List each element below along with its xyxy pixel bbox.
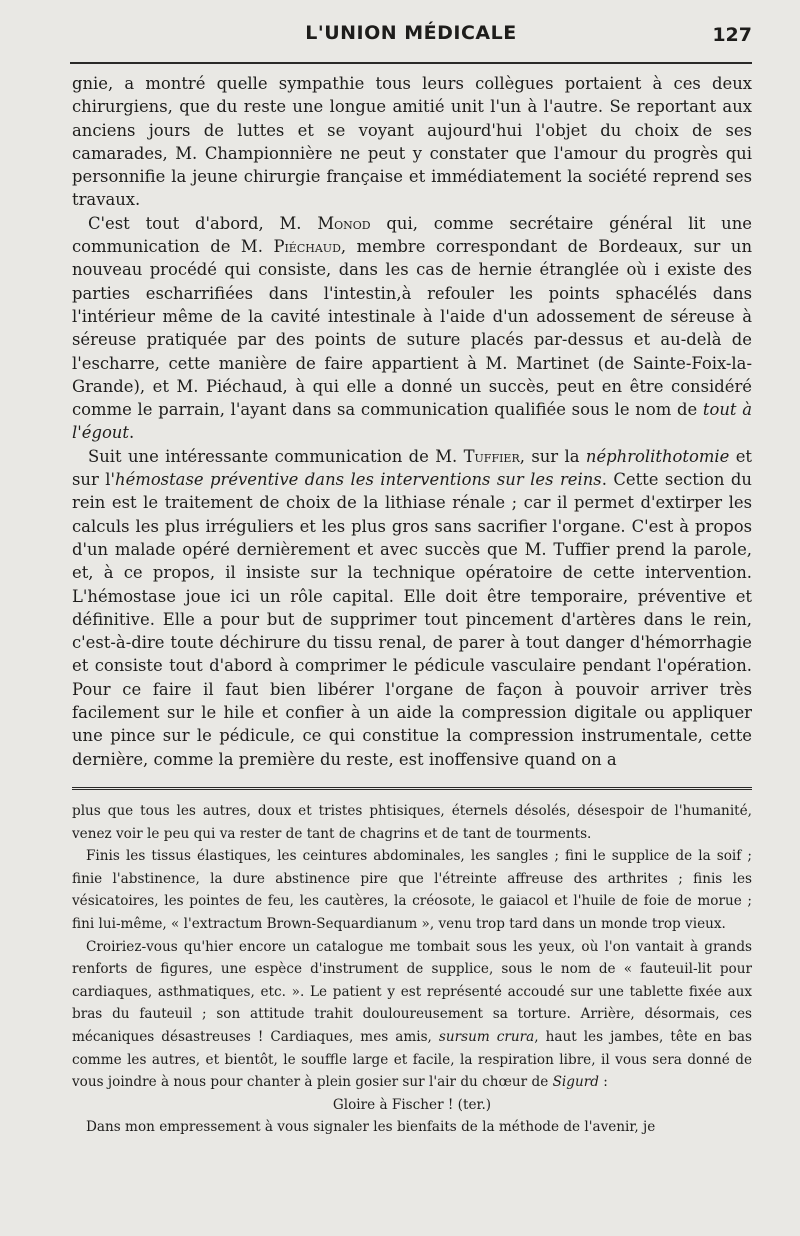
- p2-text-b: qui, comme secrétaire général lit une communication de M.: [72, 213, 752, 257]
- note-paragraph-1: plus que tous les autres, doux et tristes phtisiques, éternels désolés, désespoir de l'humanité, venez voir le peu qui va rester de tant de chagrins et de tant de tourments.: [72, 803, 752, 842]
- p2-text-end: .: [128, 423, 135, 443]
- page-number: 127: [712, 24, 752, 46]
- term-nephrolithotomie: néphrolithotomie: [585, 446, 730, 466]
- term-sigurd: Sigurd: [552, 1074, 599, 1091]
- n3-text-c: :: [598, 1074, 608, 1091]
- note-paragraph-3: [72, 936, 752, 1094]
- note-paragraph-2: Finis les tissus élastiques, les ceintures abdominales, les sangles ; fini le supplice de la soif ; finie l'abstinence, la dure abstinence pire que l'étreinte affreuse des arthrites ; finis les vésicatoires, les pointes de feu, les cautères, la créosote, le gaiacol et l'huile de foie de morue ; fini lui-même, « l'extractum Brown-Sequardianum », venu trop tard dans un monde trop vieux.: [72, 848, 752, 932]
- name-tuffier: Tuffier: [463, 446, 520, 466]
- page-header: [70, 18, 752, 58]
- paragraph-1: gnie, a montré quelle sympathie tous leurs collègues portaient à ces deux chirurgiens, que du reste une longue amitié unit l'un à l'autre. Se reportant aux anciens jours de luttes et se voyant aujourd'hui l'objet du choix de ses camarades, M. Championnière ne peut y constater que l'amour du progrès qui personnifie la jeune chirurgie française et immédiatement la société reprend ses travaux.: [72, 74, 752, 210]
- footnote-rule: [72, 787, 752, 793]
- paragraph-2: [72, 212, 752, 445]
- p3-text-d: . Cette section du rein est le traitement de choix de la lithiase rénale ; car il permet d'extirper les calculs les plus irréguliers et les plus gros sans sacrifier l'organe. C'est à propos d'un malade opéré dernièrement et avec succès que M. Tuffier prend la parole, et, à ce propos, il insiste sur la technique opératoire de cette intervention. L'hémostase joue ici un rôle capital. Elle doit être temporaire, préventive et définitive. Elle a pour but de supprimer tout pincement d'artères dans le rein, c'est-à-dire toute déchirure du tissu renal, de parer à tout danger d'hémorrhagie et consiste tout d'abord à comprimer le pédicule vasculaire pendant l'opération. Pour ce faire il faut bien libérer l'organe de façon à pouvoir arriver très facilement sur le hile et confier à un aide la compression digitale ou appliquer une pince sur le pédicule, ce qui constitue la compression instrumentale, cette dernière, comme la première du reste, est inoffensive quand on a: [72, 470, 752, 769]
- paragraph-3: [72, 445, 752, 771]
- term-hemostase: hémostase préventive dans les interventions sur les reins: [115, 470, 602, 490]
- note-verse: Gloire à Fischer ! (ter.): [332, 1096, 492, 1113]
- p3-text-c: et sur l': [72, 446, 753, 490]
- footnote-text: [72, 800, 752, 1139]
- p2-text-c: , membre correspondant de Bordeaux, sur un nouveau procédé qui consiste, dans les cas de hernie étranglée où i existe des parties escharrifiées dans l'intestin,à refouler les points sphacélés dans l'intérieur même de la cavité intestinale à l'aide d'un adossement de séreuse à séreuse pratiquée par des points de suture placés par-dessus et au-delà de l'escharre, cette manière de faire appartient à M. Martinet (de Sainte-Foix-la-Grande), et M. Piéchaud, à qui elle a donné un succès, peut en être considéré comme le parrain, l'ayant dans sa communication qualifiée sous le nom de: [72, 237, 752, 420]
- name-piechaud: Piéchaud: [273, 237, 341, 257]
- p2-text-a: C'est tout d'abord, M.: [88, 213, 318, 233]
- term-sursum-crura: sursum crura: [438, 1028, 535, 1045]
- note-paragraph-5: Dans mon empressement à vous signaler les bienfaits de la méthode de l'avenir, je: [86, 1119, 656, 1136]
- main-text: [72, 72, 752, 771]
- running-title: L'UNION MÉDICALE: [305, 22, 517, 44]
- n3-text-b: , haut les jambes, tête en bas comme les autres, et bientôt, le souffle large et facile, la respiration libre, il vous sera donné de vous joindre à nous pour chanter à plein gosier sur l'air du chœur de: [72, 1028, 752, 1091]
- n3-text-a: Croiriez-vous qu'hier encore un catalogue me tombait sous les yeux, où l'on vantait à grands renforts de figures, une espèce d'instrument de supplice, sous le nom de « fauteuil-lit pour cardiaques, asthmatiques, etc. ». Le patient y est représenté accoudé sur une tablette fixée aux bras du fauteuil ; son attitude trahit douloureusement sa torture. Arrière, désormais, ces mécaniques désastreuses ! Cardiaques, mes amis,: [72, 938, 752, 1045]
- name-monod: Monod: [317, 213, 371, 233]
- term-tout-a-l-egout: tout à l'égout: [72, 400, 752, 443]
- p3-text-a: Suit une intéressante communication de M.: [88, 446, 464, 466]
- p3-text-b: , sur la: [519, 446, 586, 466]
- header-rule: [70, 62, 752, 64]
